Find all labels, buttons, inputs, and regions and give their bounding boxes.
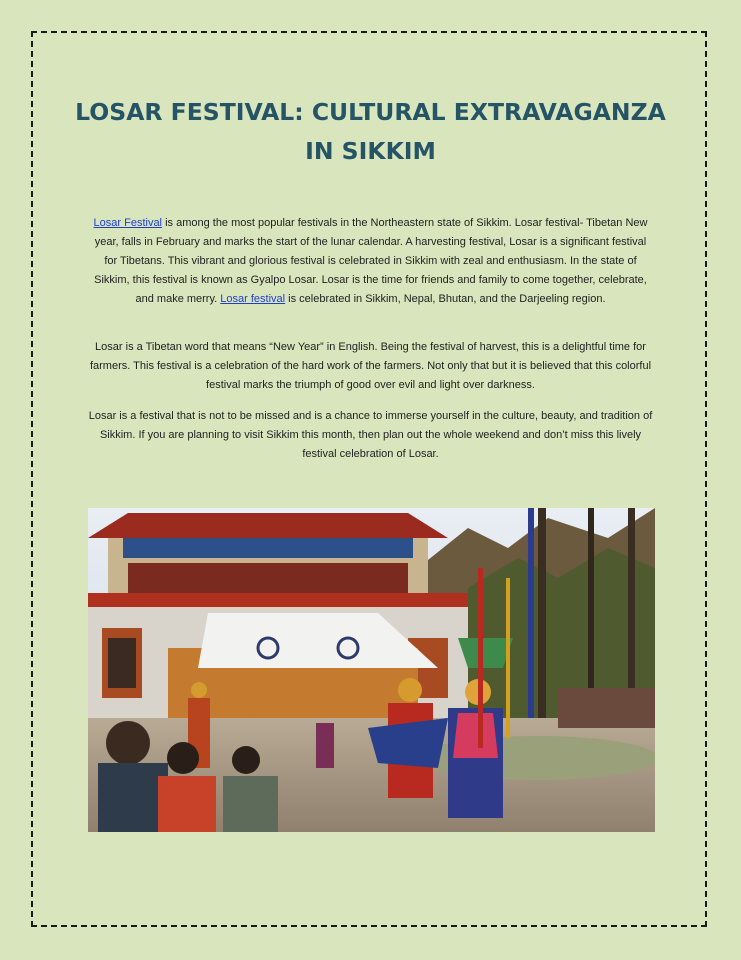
title-line-1: LOSAR FESTIVAL: CULTURAL EXTRAVAGANZA (75, 98, 666, 126)
title-line-2: IN SIKKIM (305, 137, 436, 165)
intro-paragraph (88, 214, 653, 309)
intro-text-2: is celebrated in Sikkim, Nepal, Bhutan, and the Darjeeling region. (285, 293, 606, 305)
losar-festival-link[interactable]: Losar Festival (93, 217, 163, 229)
meaning-paragraph: Losar is a Tibetan word that means “New Year” in English. Being the festival of harvest, this is a delightful time for farmers. This festival is a celebration of the hard work of the farmers. Not only that but it is believed that this colorful festival marks the triumph of good over evil and light over darkness. (89, 341, 652, 391)
intro-text-1: is among the most popular festivals in the Northeastern state of Sikkim. Losar festival- Tibetan New year, falls in February and marks the start of the lunar calendar. A harvesting festival, Losar is a significant festival for Tibetans. This vibrant and glorious festival is celebrated in Sikkim with zeal and enthusiasm. In the state of Sikkim, this festival is known as Gyalpo Losar. Losar is the time for friends and family to come together, celebrate, and make merry. (94, 217, 648, 305)
festival-photo (88, 508, 655, 832)
page-title (60, 93, 681, 171)
visit-paragraph: Losar is a festival that is not to be missed and is a chance to immerse yourself in the culture, beauty, and tradition of Sikkim. If you are planning to visit Sikkim this month, then plan out the whole weekend and don’t miss this lively festival celebration of Losar. (88, 410, 653, 460)
losar-festival-link-2[interactable]: Losar festival (220, 293, 286, 305)
